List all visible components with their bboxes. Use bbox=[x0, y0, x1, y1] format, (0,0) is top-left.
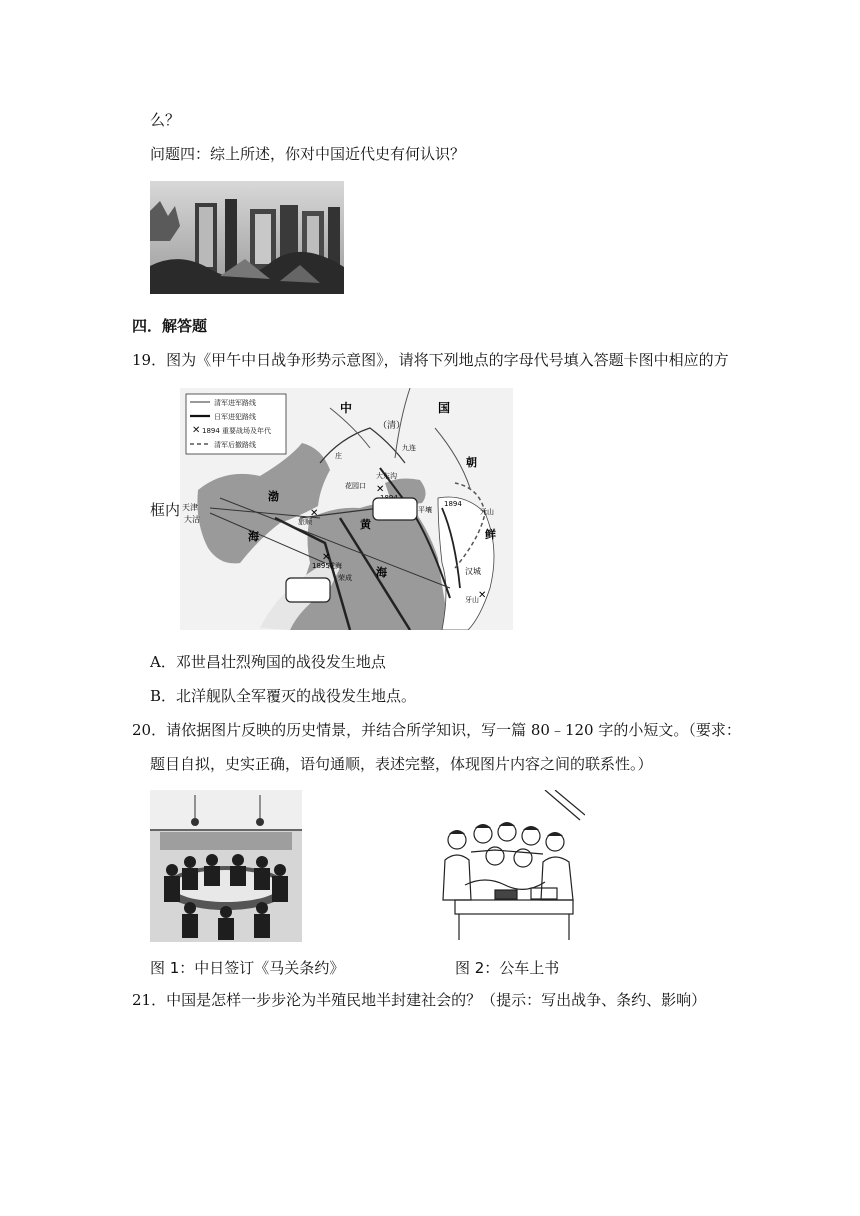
treaty-signing-photo bbox=[150, 790, 302, 942]
map-label-chao: 朝 bbox=[466, 456, 477, 469]
q19-option-a: A．邓世昌壮烈殉国的战役发生地点 bbox=[150, 653, 386, 671]
map-place-lushun: 旅顺 bbox=[298, 518, 312, 526]
legend-japan-advance: 日军进犯路线 bbox=[214, 413, 256, 421]
map-place-jiulian: 九连 bbox=[402, 444, 416, 452]
map-label-hai2: 海 bbox=[376, 566, 387, 579]
gongche-shangshu-drawing bbox=[435, 790, 585, 942]
map-label-guo: 国 bbox=[438, 401, 451, 415]
map-place-yashan: 牙山 bbox=[465, 596, 479, 604]
caption-figure-1: 图 1：中日签订《马关条约》 bbox=[150, 959, 345, 977]
map-year-1894-b: 1894 bbox=[444, 500, 462, 508]
map-label-qing: （清） bbox=[378, 421, 406, 431]
svg-text:✕: ✕ bbox=[478, 590, 487, 601]
q19-stem: 19．图为《甲午中日战争形势示意图》，请将下列地点的字母代号填入答题卡图中相应的方 bbox=[132, 351, 729, 369]
map-place-pingrang: 平壤 bbox=[418, 506, 432, 514]
map-label-hai1: 海 bbox=[248, 530, 259, 543]
map-year-1895: 1895 bbox=[312, 562, 330, 570]
answer-box-1[interactable] bbox=[373, 498, 417, 520]
ruins-photo bbox=[150, 181, 344, 294]
q20-line2: 题目自拟，史实正确，语句通顺，表述完整，体现图片内容之间的联系性。） bbox=[150, 755, 653, 773]
q19-option-b: B．北洋舰队全军覆灭的战役发生地点。 bbox=[150, 687, 417, 705]
svg-text:✕: ✕ bbox=[192, 425, 201, 436]
map-label-huang: 黄 bbox=[360, 518, 371, 531]
map-place-zhuang: 庄 bbox=[335, 452, 342, 460]
caption-figure-2: 图 2：公车上书 bbox=[455, 959, 560, 977]
q18-problem4: 问题四：综上所述，你对中国近代史有何认识？ bbox=[150, 145, 466, 163]
map-place-dadonggou: 大东沟 bbox=[376, 472, 397, 480]
map-place-dagu: 大沽 bbox=[184, 515, 200, 524]
map-label-bo: 渤 bbox=[268, 490, 279, 503]
map-label-xian: 鲜 bbox=[485, 528, 496, 541]
section-title: 四．解答题 bbox=[132, 317, 208, 335]
svg-text:✕: ✕ bbox=[322, 552, 331, 563]
q21-text: 21．中国是怎样一步步沦为半殖民地半封建社会的？（提示：写出战争、条约、影响） bbox=[132, 991, 707, 1009]
sino-japanese-war-map bbox=[180, 388, 513, 630]
answer-box-2[interactable] bbox=[286, 578, 330, 602]
legend-qing-retreat: 清军后撤路线 bbox=[214, 441, 256, 449]
map-label-zhong: 中 bbox=[340, 401, 353, 415]
q20-line1: 20．请依据图片反映的历史情景，并结合所学知识，写一篇 80﹣120 字的小短文。（要求： bbox=[132, 721, 741, 739]
legend-qing-advance: 清军进军路线 bbox=[214, 399, 256, 407]
map-place-weihai: 威海 bbox=[328, 562, 342, 570]
map-place-yuanshan: 元山 bbox=[480, 508, 494, 516]
map-place-hancheng: 汉城 bbox=[465, 567, 481, 576]
svg-text:✕: ✕ bbox=[376, 484, 385, 495]
q18-tail-text: 么？ bbox=[150, 111, 181, 129]
map-place-huayuankou: 花园口 bbox=[345, 482, 366, 490]
q19-stem-cont: 框内 bbox=[150, 501, 181, 519]
map-place-tianjin: 天津 bbox=[182, 503, 198, 512]
legend-battlefield: 1894 重要战场及年代 bbox=[202, 427, 272, 435]
svg-text:✕: ✕ bbox=[310, 508, 319, 519]
map-place-rongcheng: 荣成 bbox=[338, 574, 352, 582]
